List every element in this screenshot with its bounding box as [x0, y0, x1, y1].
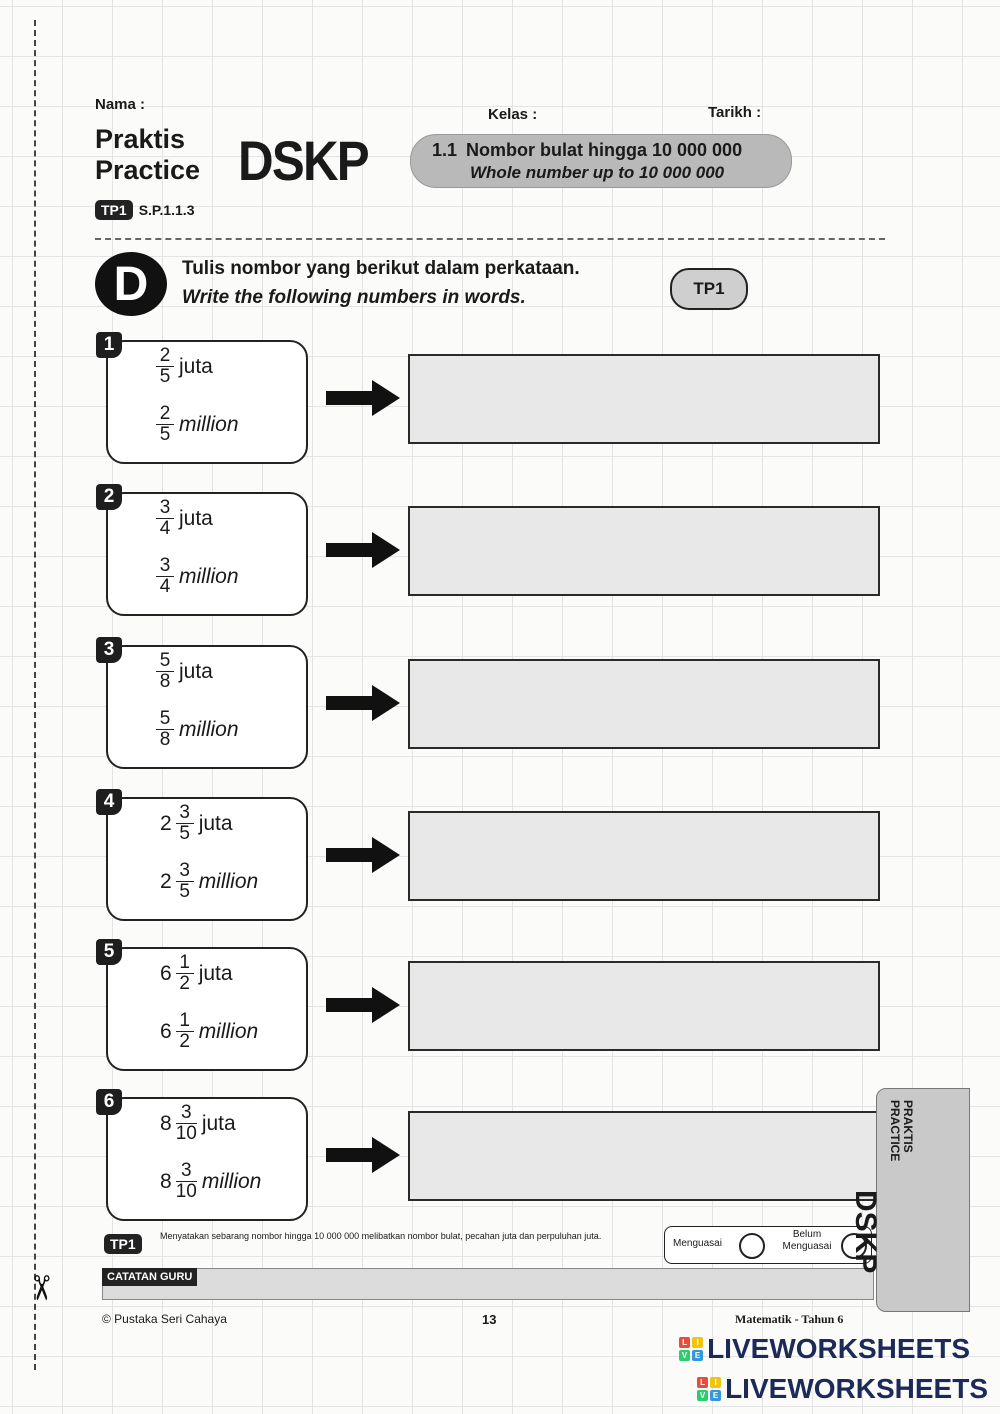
fraction [156, 404, 174, 445]
question-box [106, 797, 308, 921]
numerator: 2 [159, 403, 171, 424]
fraction [156, 709, 174, 750]
logo-cell: V [679, 1350, 690, 1361]
expression-ms [156, 651, 213, 692]
page-title [95, 124, 200, 186]
numerator: 3 [180, 1102, 192, 1123]
whole-number: 8 [160, 1169, 172, 1193]
question-number: 1 [96, 332, 122, 358]
expression-ms [160, 803, 233, 844]
logo-cell: V [697, 1390, 708, 1401]
catatan-guru-label: CATATAN GURU [102, 1268, 197, 1286]
denominator: 4 [159, 518, 171, 539]
denominator: 5 [179, 881, 190, 902]
tp-badge: TP1 [95, 200, 133, 220]
fraction [156, 346, 174, 387]
expression-ms [156, 346, 213, 387]
catatan-guru-field[interactable] [102, 1268, 874, 1300]
denominator: 10 [175, 1181, 197, 1202]
fraction [156, 498, 174, 539]
logo-cell: I [692, 1337, 703, 1348]
whole-number: 2 [160, 811, 172, 835]
topic-code: 1.1 [432, 140, 458, 160]
answer-box[interactable] [408, 961, 880, 1051]
denominator: 5 [159, 366, 171, 387]
logo-cell: L [679, 1337, 690, 1348]
footer-tp-row [104, 1234, 142, 1254]
numerator: 5 [159, 650, 171, 671]
numerator: 5 [159, 708, 171, 729]
unit-ms: juta [198, 961, 233, 985]
question-box [106, 1097, 308, 1221]
answer-box[interactable] [408, 659, 880, 749]
denominator: 2 [179, 973, 190, 994]
fraction [176, 803, 194, 844]
question-box [106, 492, 308, 616]
logo-cell: L [697, 1377, 708, 1388]
unit-en: million [179, 412, 239, 436]
unit-en: million [179, 717, 239, 741]
numerator: 2 [159, 345, 171, 366]
footer-tp-badge: TP1 [104, 1234, 142, 1254]
denominator: 5 [179, 823, 190, 844]
mastery-box [664, 1226, 872, 1264]
expression-en [160, 861, 258, 902]
unit-ms: juta [179, 506, 213, 530]
fraction [156, 556, 174, 597]
page-number: 13 [482, 1312, 497, 1327]
denominator: 4 [159, 576, 171, 597]
numerator: 3 [159, 497, 171, 518]
side-tab-dskp: DSKP [849, 1190, 882, 1274]
belum-line1: Belum [792, 1229, 822, 1240]
fraction [176, 861, 194, 902]
fraction [176, 1161, 197, 1202]
separator [95, 238, 885, 240]
expression-ms [160, 953, 233, 994]
unit-ms: juta [201, 1111, 236, 1135]
arrow-right-icon [326, 685, 400, 721]
expression-ms [160, 1103, 236, 1144]
title-practice: Practice [95, 155, 201, 185]
tp-level-pill: TP1 [670, 268, 748, 310]
unit-ms: juta [198, 811, 233, 835]
fraction [176, 1011, 194, 1052]
section-letter: D [95, 252, 167, 316]
question-number: 6 [96, 1089, 122, 1115]
question-box [106, 645, 308, 769]
expression-en [160, 1011, 258, 1052]
copyright: © Pustaka Seri Cahaya [102, 1312, 227, 1326]
side-tab-line1: PRAKTIS [901, 1100, 915, 1153]
expression-en [156, 556, 239, 597]
side-tab-text [888, 1100, 914, 1290]
liveworksheets-watermark-2 [697, 1373, 988, 1405]
menguasai-label: Menguasai [673, 1238, 722, 1249]
fraction [156, 651, 174, 692]
numerator: 1 [179, 1010, 190, 1031]
subject-label: Matematik - Tahun 6 [735, 1312, 844, 1326]
question-number: 3 [96, 637, 122, 663]
logo-cell: E [692, 1350, 703, 1361]
tp-standard-row [95, 200, 194, 220]
watermark-text: LIVEWORKSHEETS [725, 1373, 988, 1404]
instruction-en: Write the following numbers in words. [182, 287, 526, 308]
title-praktis: Praktis [95, 124, 186, 154]
question-box [106, 340, 308, 464]
answer-box[interactable] [408, 811, 880, 901]
watermark-text: LIVEWORKSHEETS [707, 1333, 970, 1364]
logo-cell: I [710, 1377, 721, 1388]
liveworksheets-logo-icon [697, 1377, 721, 1401]
question-number: 4 [96, 789, 122, 815]
title-dskp: DSKP [238, 129, 368, 192]
arrow-right-icon [326, 987, 400, 1023]
unit-en: million [198, 869, 259, 893]
whole-number: 8 [160, 1111, 172, 1135]
arrow-right-icon [326, 532, 400, 568]
liveworksheets-watermark-1 [679, 1333, 970, 1365]
sp-code: S.P.1.1.3 [138, 202, 195, 218]
answer-box[interactable] [408, 354, 880, 444]
unit-en: million [198, 1019, 259, 1043]
denominator: 10 [175, 1123, 197, 1144]
denominator: 5 [159, 424, 171, 445]
unit-en: million [179, 564, 239, 588]
unit-en: million [201, 1169, 262, 1193]
answer-box[interactable] [408, 1111, 880, 1201]
instruction-ms: Tulis nombor yang berikut dalam perkataan. [182, 258, 580, 279]
nama-label: Nama : [95, 96, 146, 113]
numerator: 3 [179, 860, 190, 881]
side-tab-line2: PRACTICE [888, 1100, 902, 1162]
arrow-right-icon [326, 1137, 400, 1173]
answer-box[interactable] [408, 506, 880, 596]
denominator: 2 [179, 1031, 190, 1052]
unit-ms: juta [179, 659, 213, 683]
whole-number: 2 [160, 869, 172, 893]
numerator: 3 [179, 802, 190, 823]
topic-title-ms: Nombor bulat hingga 10 000 000 [466, 140, 743, 160]
question-box [106, 947, 308, 1071]
numerator: 3 [180, 1160, 192, 1181]
topic-title-en: Whole number up to 10 000 000 [470, 163, 725, 182]
denominator: 8 [159, 729, 171, 750]
arrow-right-icon [326, 837, 400, 873]
expression-en [156, 404, 239, 445]
numerator: 1 [179, 952, 190, 973]
expression-ms [156, 498, 213, 539]
logo-cell: E [710, 1390, 721, 1401]
whole-number: 6 [160, 961, 172, 985]
numerator: 3 [159, 555, 171, 576]
belum-menguasai-label [777, 1229, 837, 1253]
question-number: 2 [96, 484, 122, 510]
belum-line2: Menguasai [782, 1241, 832, 1252]
expression-en [160, 1161, 261, 1202]
tarikh-label: Tarikh : [708, 104, 762, 121]
arrow-right-icon [326, 380, 400, 416]
question-number: 5 [96, 939, 122, 965]
denominator: 8 [159, 671, 171, 692]
tp-description: Menyatakan sebarang nombor hingga 10 000 000 melibatkan nombor bulat, pecahan juta dan perpuluhan juta. [160, 1231, 602, 1241]
scissors-icon: ✂ [21, 1273, 60, 1303]
unit-ms: juta [179, 354, 213, 378]
kelas-label: Kelas : [488, 106, 538, 123]
cut-line [34, 20, 36, 1370]
expression-en [156, 709, 239, 750]
fraction [176, 1103, 197, 1144]
menguasai-checkbox[interactable] [739, 1233, 765, 1259]
whole-number: 6 [160, 1019, 172, 1043]
fraction [176, 953, 194, 994]
liveworksheets-logo-icon [679, 1337, 703, 1361]
